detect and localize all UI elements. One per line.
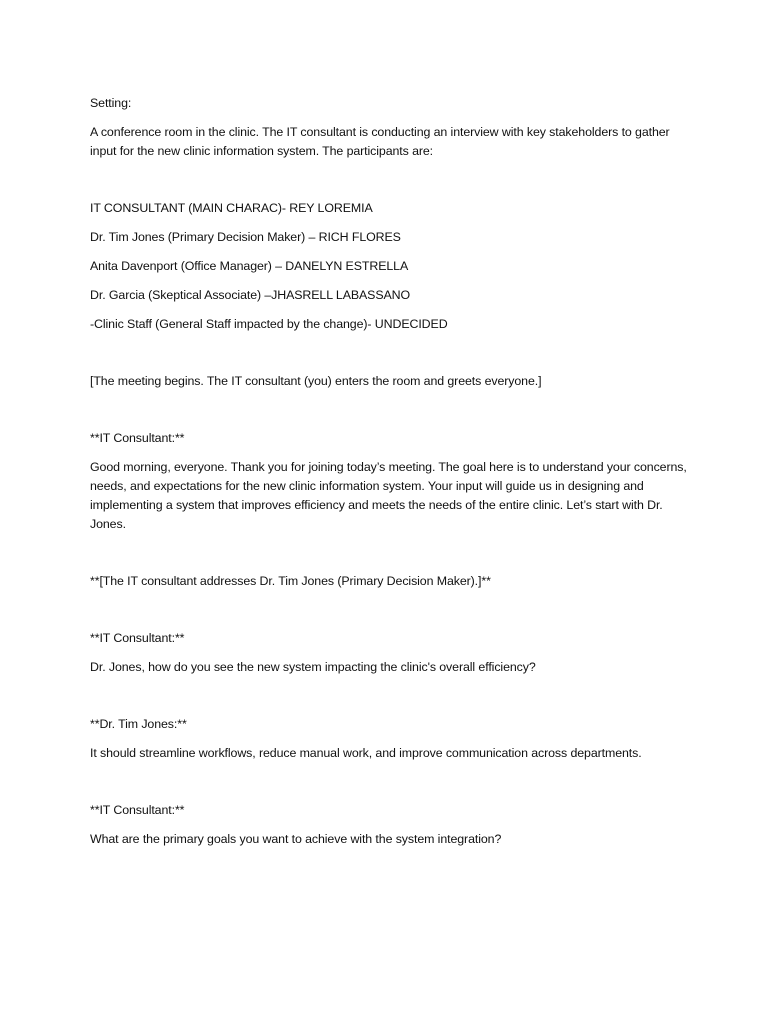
- participant-line: Dr. Garcia (Skeptical Associate) –JHASRELL LABASSANO: [90, 288, 411, 302]
- participant-line: Dr. Tim Jones (Primary Decision Maker) – RICH FLORES: [90, 230, 401, 244]
- speaker-heading: **Dr. Tim Jones:**: [90, 717, 187, 731]
- speaker-heading: **IT Consultant:**: [90, 803, 185, 817]
- dialogue-text: What are the primary goals you want to achieve with the system integration?: [90, 832, 502, 846]
- document-page: [90, 94, 690, 849]
- stage-direction: **[The IT consultant addresses Dr. Tim Jones (Primary Decision Maker).]**: [90, 574, 491, 588]
- setting-text: A conference room in the clinic. The IT consultant is conducting an interview with key stakeholders to gather input for the new clinic information system. The participants are:: [90, 125, 670, 158]
- participant-line: IT CONSULTANT (MAIN CHARAC)- REY LOREMIA: [90, 201, 373, 215]
- participant-line: Anita Davenport (Office Manager) – DANELYN ESTRELLA: [90, 259, 409, 273]
- speaker-heading: **IT Consultant:**: [90, 431, 185, 445]
- participant-line: -Clinic Staff (General Staff impacted by the change)- UNDECIDED: [90, 317, 448, 331]
- dialogue-text: Dr. Jones, how do you see the new system impacting the clinic's overall efficiency?: [90, 660, 536, 674]
- dialogue-text: Good morning, everyone. Thank you for joining today’s meeting. The goal here is to understand your concerns, needs, and expectations for the new clinic information system. Your input will guide us in designing and implementing a system that improves efficiency and meets the needs of the entire clinic. Let’s start with Dr. Jones.: [90, 460, 687, 531]
- speaker-heading: **IT Consultant:**: [90, 631, 185, 645]
- dialogue-text: It should streamline workflows, reduce manual work, and improve communication across departments.: [90, 746, 642, 760]
- stage-direction: [The meeting begins. The IT consultant (you) enters the room and greets everyone.]: [90, 374, 542, 388]
- setting-label: Setting:: [90, 96, 132, 110]
